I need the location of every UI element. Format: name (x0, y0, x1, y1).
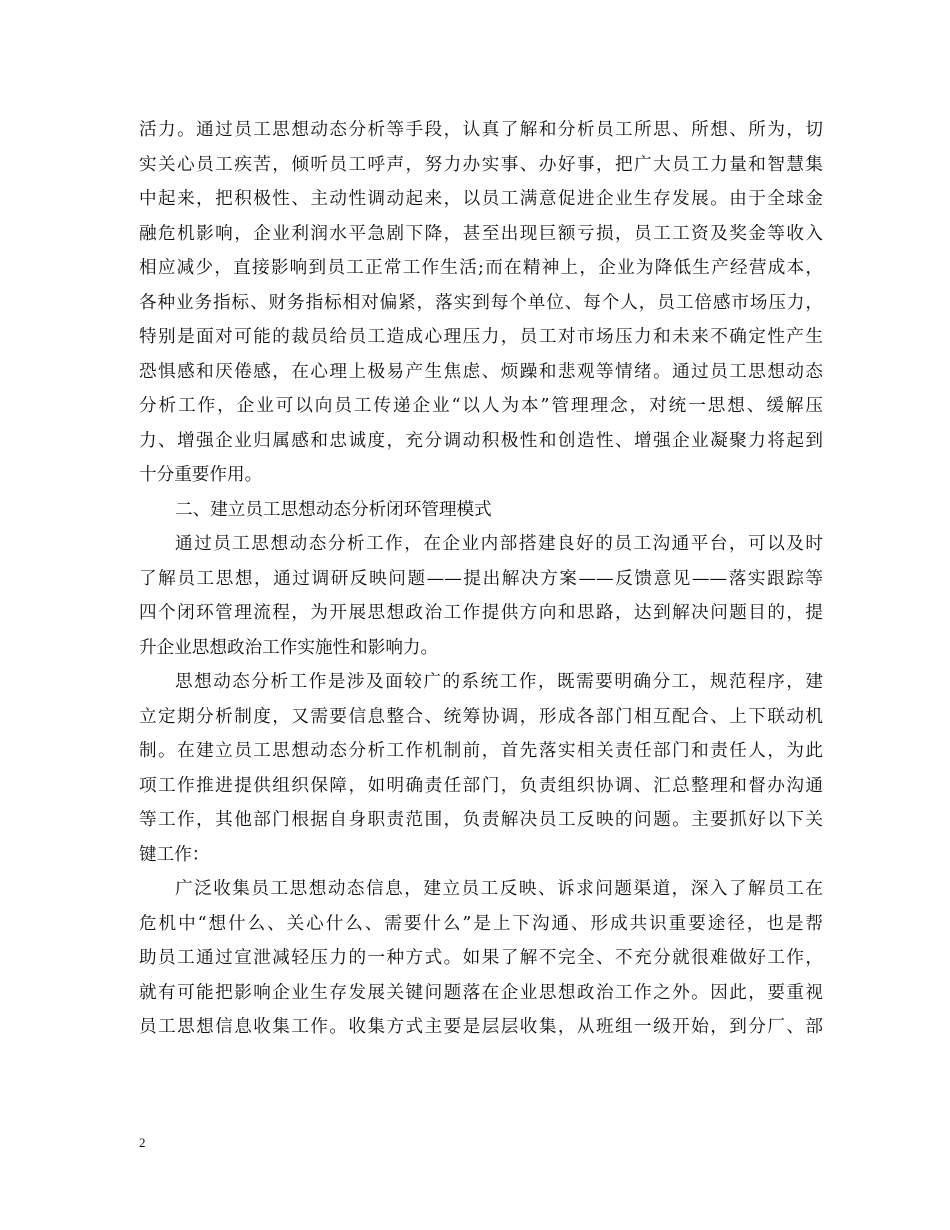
text-line: 恐惧感和厌倦感，在心理上极易产生焦虑、烦躁和悲观等情绪。通过员工思想动态 (139, 361, 823, 382)
text-line: 键工作： (139, 844, 210, 865)
text-line: 力、增强企业归属感和忠诚度，充分调动积极性和创造性、增强企业凝聚力将起到 (139, 430, 823, 451)
text-line: 活力。通过员工思想动态分析等手段，认真了解和分析员工所思、所想、所为，切 (139, 120, 823, 140)
text-line: 员工思想信息收集工作。收集方式主要是层层收集，从班组一级开始，到分厂、部 (139, 1017, 823, 1037)
text-line: 危机中“想什么、关心什么、需要什么”是上下沟通、形成共识重要途径，也是帮 (139, 913, 823, 934)
text-line: 就有可能把影响企业生存发展关键问题落在企业思想政治工作之外。因此，要重视 (139, 982, 823, 1003)
text-line: 十分重要作用。 (139, 465, 263, 485)
text-line: 项工作推进提供组织保障，如明确责任部门，负责组织协调、汇总整理和督办沟通 (139, 775, 823, 796)
text-line: 升企业思想政治工作实施性和影响力。 (139, 637, 439, 658)
text-line: 四个闭环管理流程，为开展思想政治工作提供方向和思路，达到解决问题目的，提 (139, 603, 823, 623)
text-line: 各种业务指标、财务指标相对偏紧，落实到每个单位、每个人，员工倍感市场压力， (139, 292, 823, 313)
body-text (139, 113, 823, 1045)
text-line: 了解员工思想，通过调研反映问题——提出解决方案——反馈意见——落实跟踪等 (139, 568, 823, 589)
page-number: 2 (139, 1135, 146, 1150)
text-line: 分析工作，企业可以向员工传递企业“以人为本”管理理念，对统一思想、缓解压 (139, 396, 823, 416)
text-line: 中起来，把积极性、主动性调动起来，以员工满意促进企业生存发展。由于全球金 (139, 189, 823, 209)
text-line: 助员工通过宣泄减轻压力的一种方式。如果了解不完全、不充分就很难做好工作， (139, 948, 823, 968)
text-line: 相应减少，直接影响到员工正常工作生活;而在精神上，企业为降低生产经营成本， (139, 258, 823, 278)
text-line: 实关心员工疾苦，倾听员工呼声，努力办实事、办好事，把广大员工力量和智慧集 (139, 154, 823, 175)
text-line: 立定期分析制度，又需要信息整合、统筹协调，形成各部门相互配合、上下联动机 (139, 706, 823, 727)
text-line: 特别是面对可能的裁员给员工造成心理压力，员工对市场压力和未来不确定性产生 (139, 327, 823, 347)
text-line: 思想动态分析工作是涉及面较广的系统工作，既需要明确分工，规范程序，建 (175, 672, 823, 692)
text-line: 广泛收集员工思想动态信息，建立员工反映、诉求问题渠道，深入了解员工在 (175, 879, 823, 899)
text-line: 等工作，其他部门根据自身职责范围，负责解决员工反映的问题。主要抓好以下关 (139, 810, 823, 830)
text-line: 融危机影响，企业利润水平急剧下降，甚至出现巨额亏损，员工工资及奖金等收入 (139, 223, 823, 244)
text-line: 制。在建立员工思想动态分析工作机制前，首先落实相关责任部门和责任人，为此 (139, 741, 823, 761)
section-heading: 二、建立员工思想动态分析闭环管理模式 (175, 499, 492, 520)
text-line: 通过员工思想动态分析工作，在企业内部搭建良好的员工沟通平台，可以及时 (175, 534, 823, 554)
